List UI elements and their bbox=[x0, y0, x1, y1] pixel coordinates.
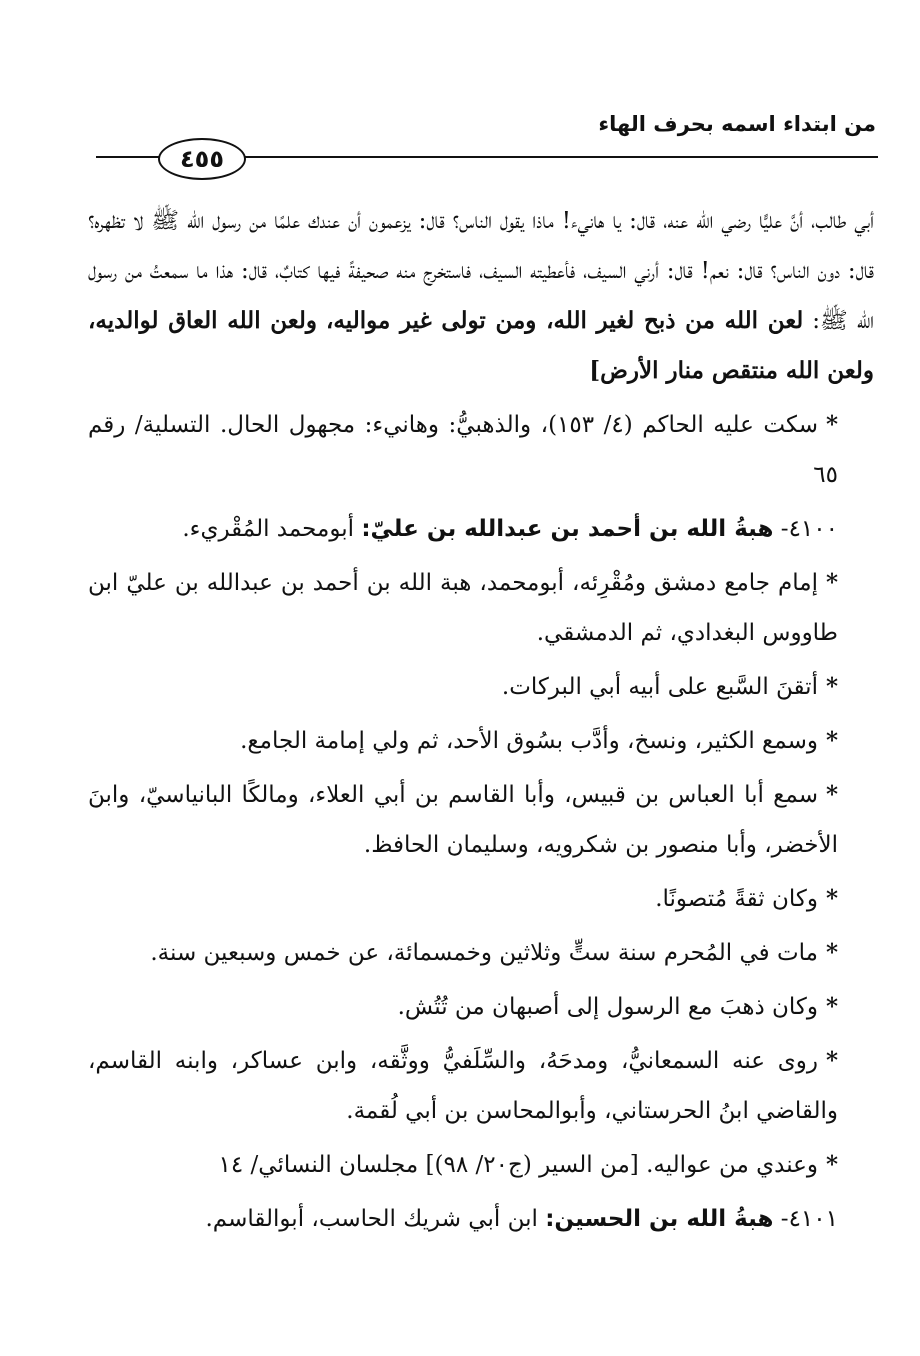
note-text: التسلية/ رقم ٦٥ bbox=[88, 412, 838, 488]
hadith-text: ولعن الله العاق لوالديه، ولعن الله منتقص منار الأرض] bbox=[88, 307, 874, 384]
bullet-asterisk: * bbox=[825, 1047, 838, 1074]
bio-paragraph bbox=[88, 928, 874, 978]
bio-paragraph bbox=[88, 1036, 874, 1136]
bullet-asterisk: * bbox=[825, 673, 838, 700]
bio-paragraph bbox=[88, 770, 874, 870]
bio-text: وكان ذهبَ مع الرسول إلى أصبهان من تُتُش. bbox=[397, 994, 818, 1020]
entry-kunya: ابن أبي شريك الحاسب، أبوالقاسم. bbox=[205, 1206, 538, 1232]
hadith-text: لعن الله من ذبح لغير الله، ومن تولى غير مواليه، bbox=[326, 307, 804, 334]
grading-note bbox=[88, 400, 874, 500]
text-line: سمعتُ من رسول الله ﷺ: bbox=[88, 258, 875, 334]
bio-paragraph bbox=[88, 716, 874, 766]
entry-number: ٤١٠٠- bbox=[780, 516, 838, 542]
bullet-asterisk: * bbox=[825, 1151, 838, 1178]
bio-text: وعندي من عواليه. [من السير (ج٢٠/ ٩٨)] مجلسان النسائي/ ١٤ bbox=[218, 1152, 818, 1178]
entry-heading bbox=[88, 1194, 874, 1244]
bullet-asterisk: * bbox=[825, 781, 838, 808]
entry-name: هبةُ الله بن أحمد بن عبدالله بن عليّ: bbox=[361, 516, 774, 542]
page-number: ٤٥٥ bbox=[158, 138, 246, 180]
bio-text: روى عنه السمعانيُّ، ومدحَهُ، والسِّلَفيُّ ووثَّقه، وابن عساكر، وابنه bbox=[174, 1048, 818, 1074]
bullet-asterisk: * bbox=[825, 411, 839, 438]
bio-text: سمع أبا العباس بن قبيس، وأبا القاسم بن أبي العلاء، ومالكًا البانياسيّ، bbox=[138, 782, 818, 808]
bullet-asterisk: * bbox=[825, 939, 838, 966]
bio-text: وسمع الكثير، ونسخ، وأدَّب بسُوق الأحد، ثم ولي إمامة الجامع. bbox=[240, 728, 818, 754]
text-line: أرني السيف، فأعطيته السيف، فاستخرج منه صحيفةً فيها كتابٌ، قال: هذا ما bbox=[196, 258, 659, 284]
bio-paragraph bbox=[88, 558, 874, 658]
bullet-asterisk: * bbox=[825, 885, 838, 912]
text-line: عندك علمًا من رسول الله ﷺ لا تظهره؟ قال: دون الناس؟ قال: نعم! قال: bbox=[88, 208, 874, 284]
bio-text: القاسم، والقاضي ابنُ الحرستاني، وأبوالمحاسن بن أبي لُقمة. bbox=[88, 1048, 838, 1124]
bio-paragraph bbox=[88, 982, 874, 1032]
entry-name: هبةُ الله بن الحسين: bbox=[545, 1206, 774, 1232]
entry-kunya: أبومحمد المُقْريء. bbox=[182, 516, 354, 542]
bullet-asterisk: * bbox=[825, 993, 838, 1020]
entry-heading bbox=[88, 504, 874, 554]
bullet-asterisk: * bbox=[825, 727, 838, 754]
hadith-paragraph bbox=[88, 196, 874, 396]
note-text: سكت عليه الحاكم (٤/ ١٥٣)، والذهبيُّ: وهانيء: مجهول الحال. bbox=[219, 412, 818, 438]
bullet-asterisk: * bbox=[825, 569, 838, 596]
bio-text: أتقنَ السَّبع على أبيه أبي البركات. bbox=[501, 674, 818, 700]
bio-paragraph bbox=[88, 874, 874, 924]
bio-text: وابنَ الأخضر، وأبا منصور بن شكرويه، وسليمان الحافظ. bbox=[88, 782, 838, 858]
entry-number: ٤١٠١- bbox=[780, 1206, 838, 1232]
bio-text: ابن طاووس البغدادي، ثم الدمشقي. bbox=[88, 570, 838, 646]
text-line: أبي طالب، أنَّ عليًّا رضي الله عنه، قال: يا هانيء! ماذا يقول الناس؟ قال: يزعمون أن bbox=[348, 208, 875, 234]
bio-text: مات في المُحرم سنة ستٍّ وثلاثين وخمسمائة، عن خمس وسبعين سنة. bbox=[150, 940, 818, 966]
bio-text: وكان ثقةً مُتصونًا. bbox=[655, 886, 818, 912]
bio-paragraph bbox=[88, 662, 874, 712]
bio-text: إمام جامع دمشق ومُقْرِئه، أبومحمد، هبة الله بن أحمد بن عبدالله بن عليّ bbox=[126, 570, 818, 596]
body-text bbox=[88, 196, 874, 1244]
running-header: من ابتداء اسمه بحرف الهاء bbox=[598, 112, 876, 136]
bio-paragraph bbox=[88, 1140, 874, 1190]
